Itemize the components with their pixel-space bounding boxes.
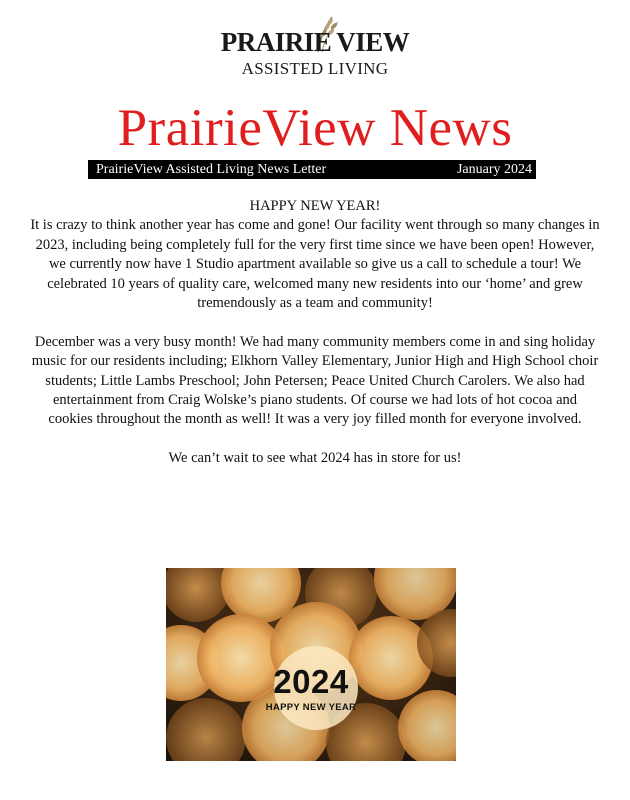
paragraph-gap [30,313,600,332]
logo-subtitle: ASSISTED LIVING [241,59,389,78]
photo-year: 2024 [273,663,349,700]
newsletter-band [88,160,536,179]
logo [0,14,630,80]
logo-brand: PRAIRIE VIEW [220,27,410,57]
newsletter-name: PrairieView Assisted Living News Letter [96,162,327,177]
photo-caption: HAPPY NEW YEAR [265,702,357,713]
article-paragraph-1: It is crazy to think another year has come and gone! Our facility went through so many changes in 2023, including being completely full for the very first time since we have been open! However, we currently now have 1 Studio apartment available so give us a call to schedule a tour! We celebrated 10 years of quality care, welcomed many new residents into our ‘home’ and grew tremendously as a team and community! [30,217,600,312]
article-paragraph-3: We can’t wait to see what 2024 has in store for us! [168,450,462,467]
new-year-photo [166,568,456,761]
paragraph-gap [30,430,600,449]
issue-date: January 2024 [456,162,532,177]
article-heading: HAPPY NEW YEAR! [249,198,381,214]
article-paragraph-2: December was a very busy month! We had many community members come in and sing holiday music for our residents including; Elkhorn Valley Elementary, Junior High and High School choir students; Little Lambs Preschool; John Petersen; Peace United Church Carolers. We also had entertainment from Craig Wolske’s piano students. Of course we had lots of hot cocoa and cookies throughout the month as well! It was a very joy filled month for everyone involved. [31,333,599,428]
article [30,197,600,469]
newsletter-title: PrairieView News [117,99,513,157]
